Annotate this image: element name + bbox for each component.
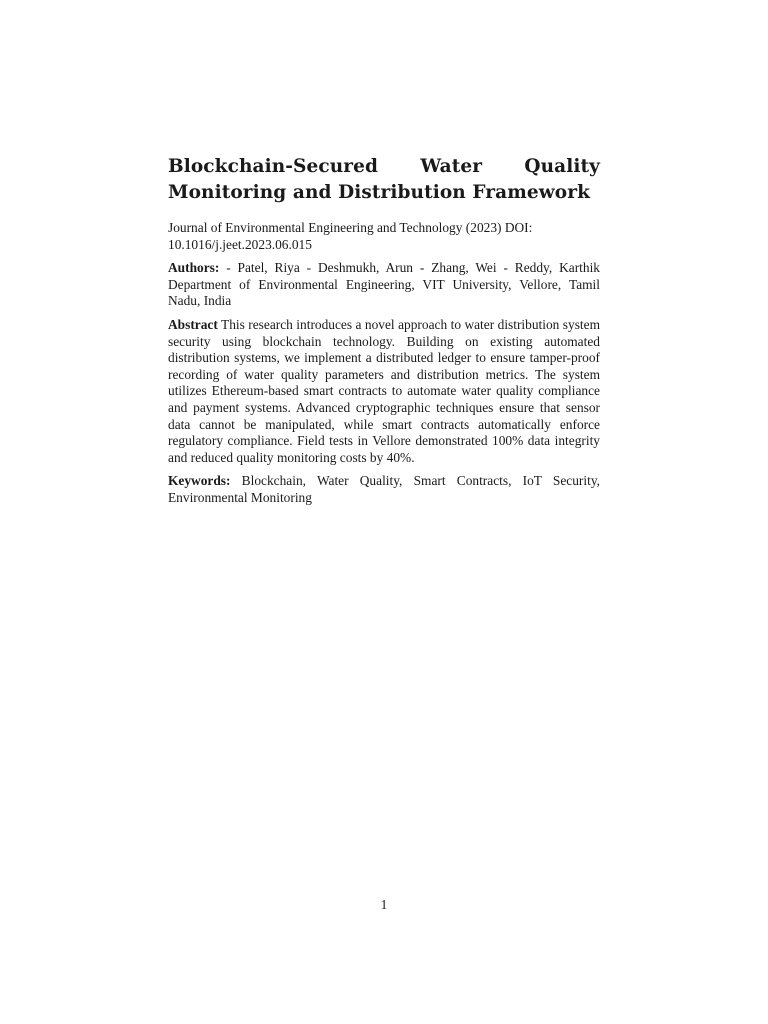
authors-label: Authors: [168,260,220,276]
authors-block [168,260,600,310]
doi: 10.1016/j.jeet.2023.06.015 [168,236,312,252]
page-number: 1 [380,897,388,912]
keywords-text: Blockchain, Water Quality, Smart Contracts, IoT Security, Environmental Monitoring [168,473,600,505]
journal-info [168,220,600,253]
abstract-text: This research introduces a novel approach to water distribution system security using blockchain technology. Building on existing automated distribution systems, we implement a distributed ledger to ensure tamper-proof recording of water quality parameters and distribution metrics. The system utilizes Ethereum-based smart contracts to automate water quality compliance and payment systems. Advanced cryptographic techniques ensure that sensor data cannot be manipulated, while smart contracts automatically enforce regulatory compliance. Field tests in Vellore demonstrated 100% data integrity and reduced quality monitoring costs by 40%. [168,316,600,465]
authors-text: - Patel, Riya - Deshmukh, Arun - Zhang, Wei - Reddy, Karthik Department of Environmental Engineering, VIT University, Vellore, Tamil Nadu, India [168,260,600,309]
keywords-block [168,473,600,506]
abstract-block [168,317,600,466]
abstract-label: Abstract [168,316,218,332]
journal-name: Journal of Environmental Engineering and Technology (2023) DOI: [168,220,533,235]
paper-page [168,154,600,514]
paper-title: Blockchain-Secured Water Quality Monitoring and Distribution Framework [168,156,600,203]
keywords-label: Keywords: [168,473,231,489]
